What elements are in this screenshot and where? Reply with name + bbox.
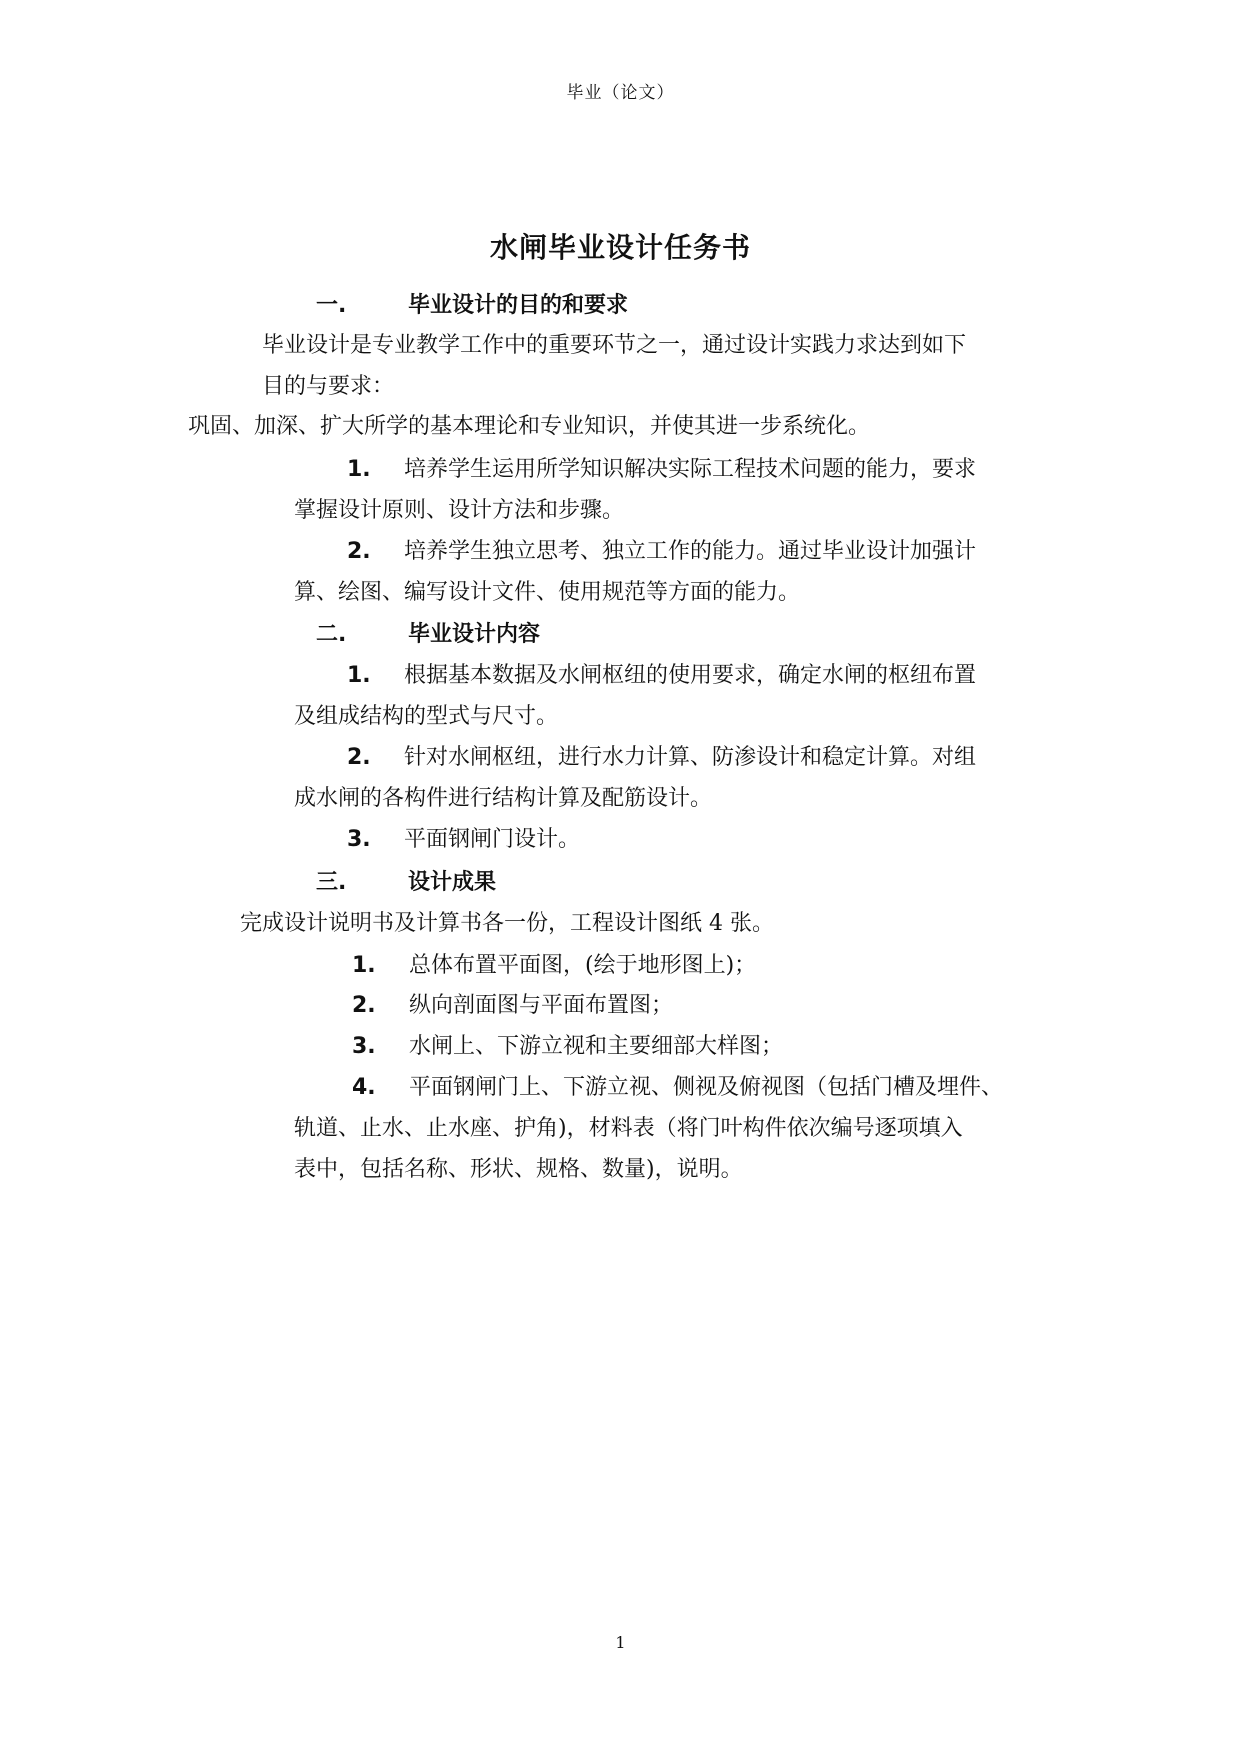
list-item-continuation: 掌握设计原则、设计方法和步骤。 (294, 498, 625, 523)
list-item-continuation: 表中，包括名称、形状、规格、数量)，说明。 (294, 1157, 743, 1182)
list-number: 3. (347, 827, 371, 852)
list-number: 2. (347, 745, 371, 770)
list-number: 1. (347, 663, 371, 688)
list-text: 针对水闸枢纽，进行水力计算、防渗设计和稳定计算。对组 (404, 745, 977, 770)
list-text: 总体布置平面图，(绘于地形图上)； (409, 953, 757, 978)
list-number: 4. (352, 1075, 376, 1100)
list-number: 1. (347, 457, 371, 482)
section-number: 二. (316, 622, 347, 647)
page-header: 毕业（论文） (566, 83, 675, 103)
paragraph-line: 毕业设计是专业教学工作中的重要环节之一，通过设计实践力求达到如下 (262, 333, 967, 358)
list-text: 平面钢闸门上、下游立视、侧视及俯视图（包括门槽及埋件、 (409, 1075, 1004, 1100)
list-item-continuation: 成水闸的各构件进行结构计算及配筋设计。 (294, 786, 713, 811)
list-item-continuation: 轨道、止水、止水座、护角)，材料表（将门叶构件依次编号逐项填入 (294, 1116, 963, 1141)
list-text: 根据基本数据及水闸枢纽的使用要求，确定水闸的枢纽布置 (404, 663, 977, 688)
list-text: 培养学生运用所学知识解决实际工程技术问题的能力，要求 (404, 457, 977, 482)
section-title: 设计成果 (408, 870, 497, 895)
list-text: 培养学生独立思考、独立工作的能力。通过毕业设计加强计 (404, 539, 977, 564)
page-number: 1 (615, 1633, 626, 1652)
list-number: 2. (352, 993, 376, 1018)
paragraph-line: 完成设计说明书及计算书各一份，工程设计图纸 4 张。 (240, 911, 774, 936)
section-number: 一. (316, 293, 347, 318)
list-text: 水闸上、下游立视和主要细部大样图； (409, 1034, 784, 1059)
list-item-continuation: 算、绘图、编写设计文件、使用规范等方面的能力。 (294, 580, 801, 605)
paragraph-line: 巩固、加深、扩大所学的基本理论和专业知识，并使其进一步系统化。 (188, 414, 871, 439)
section-number: 三. (316, 870, 347, 895)
list-item-continuation: 及组成结构的型式与尺寸。 (294, 704, 559, 729)
section-title: 毕业设计的目的和要求 (408, 293, 629, 318)
paragraph-line: 目的与要求： (262, 374, 395, 399)
section-title: 毕业设计内容 (408, 622, 541, 647)
list-number: 2. (347, 539, 371, 564)
list-text: 平面钢闸门设计。 (404, 827, 581, 852)
list-number: 3. (352, 1034, 376, 1059)
list-text: 纵向剖面图与平面布置图； (409, 993, 674, 1018)
document-title: 水闸毕业设计任务书 (489, 231, 751, 264)
list-number: 1. (352, 953, 376, 978)
